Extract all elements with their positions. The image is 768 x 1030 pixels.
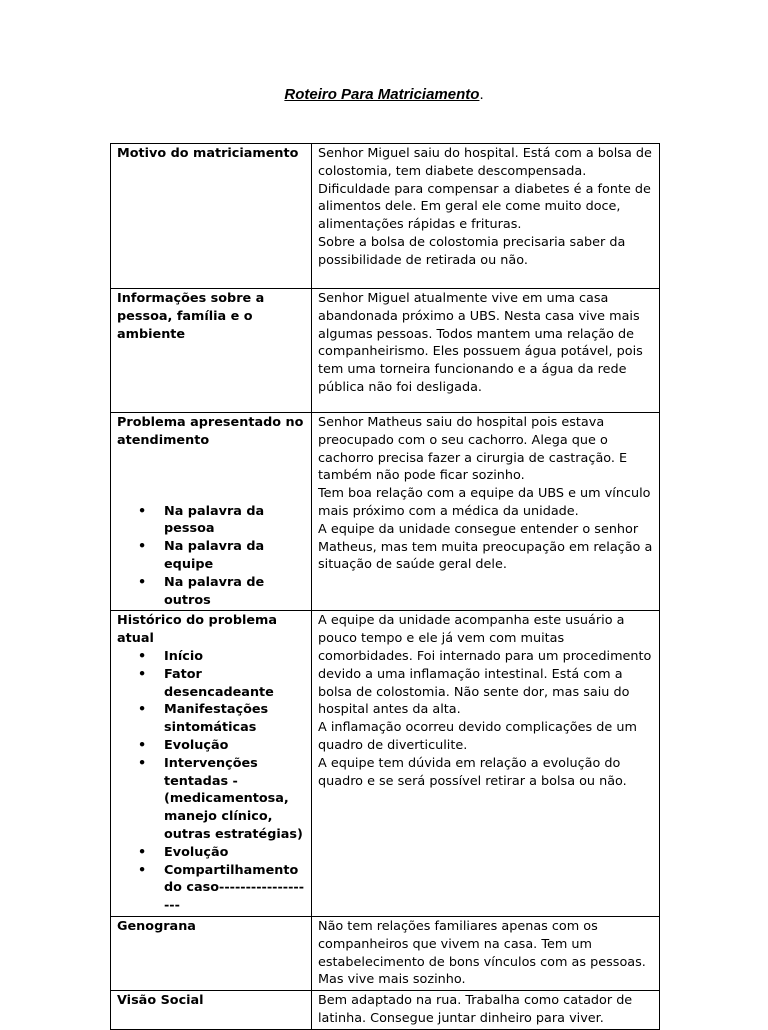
label-problema xyxy=(111,413,312,611)
list-item: • Na palavra da equipe xyxy=(164,538,306,574)
list-item: • Na palavra da pessoa xyxy=(164,503,306,539)
paragraph: Dificuldade para compensar a diabetes é a fonte de alimentos dele. Em geral ele come muito doce, alimentações rápidas e frituras. xyxy=(318,181,651,233)
paragraph: A equipe tem dúvida em relação a evolução do quadro e se será possível retirar a bolsa ou não. xyxy=(318,755,627,789)
label-motivo: Motivo do matriciamento xyxy=(111,144,312,289)
paragraph: Bem adaptado na rua. Trabalha como catador de latinha. Consegue juntar dinheiro para viver. xyxy=(318,993,633,1026)
title-suffix: . xyxy=(479,86,484,103)
table-row-visao-social xyxy=(111,991,660,1030)
value-motivo xyxy=(312,144,660,289)
paragraph: A equipe da unidade consegue entender o senhor Matheus, mas tem muita preocupação em relação a situação de saúde geral dele. xyxy=(318,521,653,573)
document-title xyxy=(0,86,768,103)
list-item: • Intervenções tentadas - (medicamentosa, manejo clínico, outras estratégias) xyxy=(164,755,306,844)
table-row-historico xyxy=(111,611,660,917)
bullet-list xyxy=(117,648,306,915)
label-visao-social: Visão Social xyxy=(111,991,312,1030)
paragraph: Sobre a bolsa de colostomia precisaria saber da possibilidade de retirada ou não. xyxy=(318,234,626,268)
paragraph: Senhor Miguel atualmente vive em uma casa abandonada próximo a UBS. Nesta casa vive mais algumas pessoas. Todos mantem uma relação de companheirismo. Eles possuem água potável, pois tem uma torneira funcionando e a água da rede pública não foi desligada. xyxy=(318,291,643,395)
table-row-problema xyxy=(111,413,660,611)
table-row-genograma xyxy=(111,916,660,990)
value-genograma xyxy=(312,916,660,990)
paragraph: Senhor Matheus saiu do hospital pois estava preocupado com o seu cachorro. Alega que o cachorro precisa fazer a cirurgia de castração. E também não pode ficar sozinho. xyxy=(318,415,628,484)
label-text: Histórico do problema atual xyxy=(117,613,278,647)
list-item: • Compartilhamento do caso------------------- xyxy=(164,862,306,915)
list-item: • Na palavra de outros xyxy=(164,574,306,610)
value-historico xyxy=(312,611,660,917)
spacer xyxy=(117,450,306,503)
table-row-motivo xyxy=(111,144,660,289)
list-item: • Manifestações sintomáticas xyxy=(164,701,306,737)
table-row-informacoes xyxy=(111,289,660,413)
list-item: • Evolução xyxy=(164,844,306,862)
label-historico xyxy=(111,611,312,917)
bullet-list xyxy=(117,503,306,610)
value-informacoes xyxy=(312,289,660,413)
roteiro-table xyxy=(110,143,660,1030)
paragraph: Tem boa relação com a equipe da UBS e um vínculo mais próximo com a médica da unidade. xyxy=(318,486,651,519)
list-item: • Início xyxy=(164,648,306,666)
title-text: Roteiro Para Matriciamento xyxy=(284,86,480,103)
label-informacoes: Informações sobre a pessoa, família e o ambiente xyxy=(111,289,312,413)
label-text: Problema apresentado no atendimento xyxy=(117,415,304,448)
value-problema xyxy=(312,413,660,611)
list-item: • Fator desencadeante xyxy=(164,666,306,702)
value-visao-social xyxy=(312,991,660,1030)
paragraph: Senhor Miguel saiu do hospital. Está com a bolsa de colostomia, tem diabete descompensada. xyxy=(318,146,652,179)
label-genograma: Genograna xyxy=(111,916,312,990)
paragraph: A equipe da unidade acompanha este usuário a pouco tempo e ele já vem com muitas comorbidades. Foi internado para um procedimento devido a uma inflamação intestinal. Está com a bolsa de colostomia. Não sente dor, mas saiu do hospital antes da alta. xyxy=(318,613,652,718)
list-item: • Evolução xyxy=(164,737,306,755)
paragraph: A inflamação ocorreu devido complicações de um quadro de diverticulite. xyxy=(318,720,637,753)
paragraph: Não tem relações familiares apenas com os companheiros que vivem na casa. Tem um estabelecimento de bons vínculos com as pessoas. Mas vive mais sozinho. xyxy=(318,918,646,988)
